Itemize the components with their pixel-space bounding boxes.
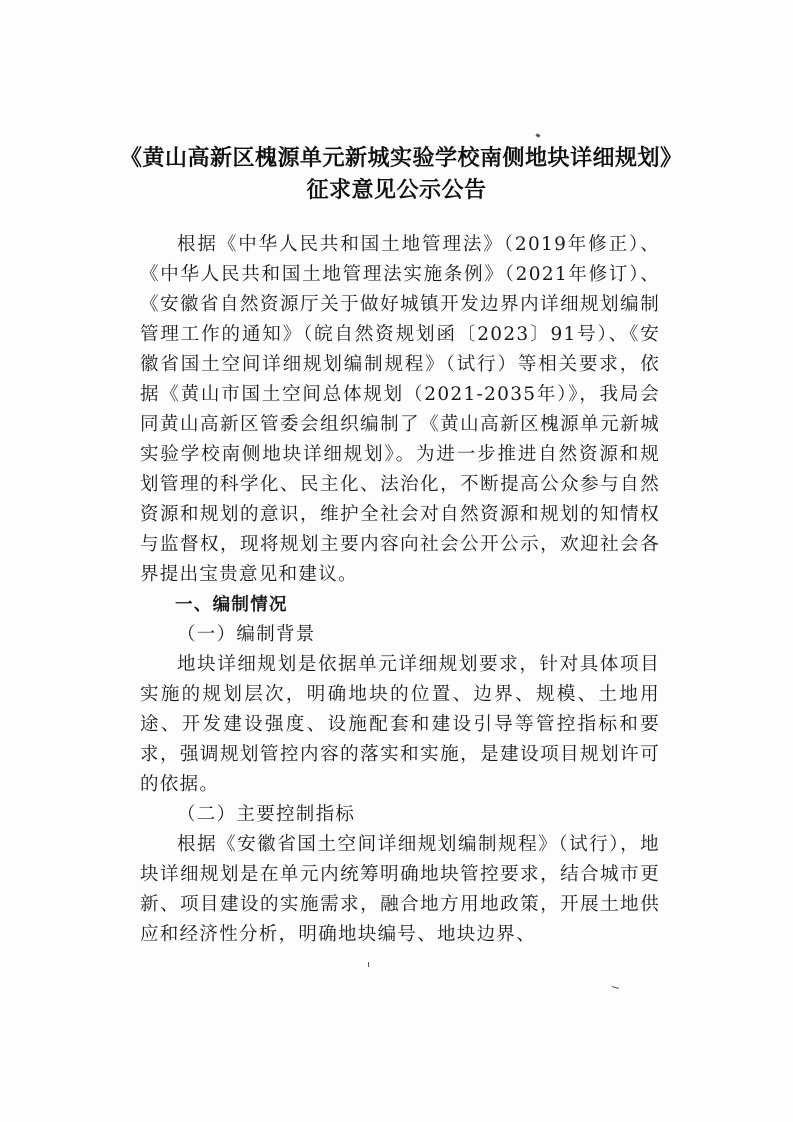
intro-paragraph: 根据《中华人民共和国土地管理法》（2019年修正）、《中华人民共和国土地管理法实施条例》（2021年修订）、《安徽省自然资源厅关于做好城镇开发边界内详细规划编制管理工作的通知》（皖自然资规划函〔2023〕91号）、《安徽省国土空间详细规划编制规程》（试行）等相关要求，依据《黄山市国土空间总体规划（2021-2035年）》，我局会同黄山高新区管委会组织编制了《黄山高新区槐源单元新城实验学校南侧地块详细规划》。为进一步推进自然资源和规划管理的科学化、民主化、法治化，不断提高公众参与自然资源和规划的意识，维护全社会对自然资源和规划的知情权与监督权，现将规划主要内容向社会公开公示，欢迎社会各界提出宝贵意见和建议。	[140, 234, 660, 585]
scan-speck	[536, 133, 541, 138]
document-title-line2: 征求意见公示公告	[306, 178, 487, 203]
subsection1-heading: （一）编制背景	[177, 624, 316, 645]
subsection2-paragraph: 根据《安徽省国土空间详细规划编制规程》（试行），地块详细规划是在单元内统筹明确地块管控要求，结合城市更新、项目建设的实施需求，融合地方用地政策，开展土地供应和经济性分析，明确地块编号、地块边界、	[140, 834, 660, 945]
document-body	[140, 230, 660, 950]
subsection1-paragraph: 地块详细规划是依据单元详细规划要求，针对具体项目实施的规划层次，明确地块的位置、边界、规模、土地用途、开发建设强度、设施配套和建设引导等管控指标和要求，强调规划管控内容的落实和实施，是建设项目规划许可的依据。	[140, 654, 660, 795]
scan-speck	[612, 986, 619, 989]
subsection2-heading: （二）主要控制指标	[177, 804, 356, 825]
scan-speck	[368, 962, 369, 967]
section1-heading: 一、编制情况	[175, 595, 288, 615]
document-title-line1: 《黄山高新区槐源单元新城实验学校南侧地块详细规划》	[120, 146, 683, 171]
